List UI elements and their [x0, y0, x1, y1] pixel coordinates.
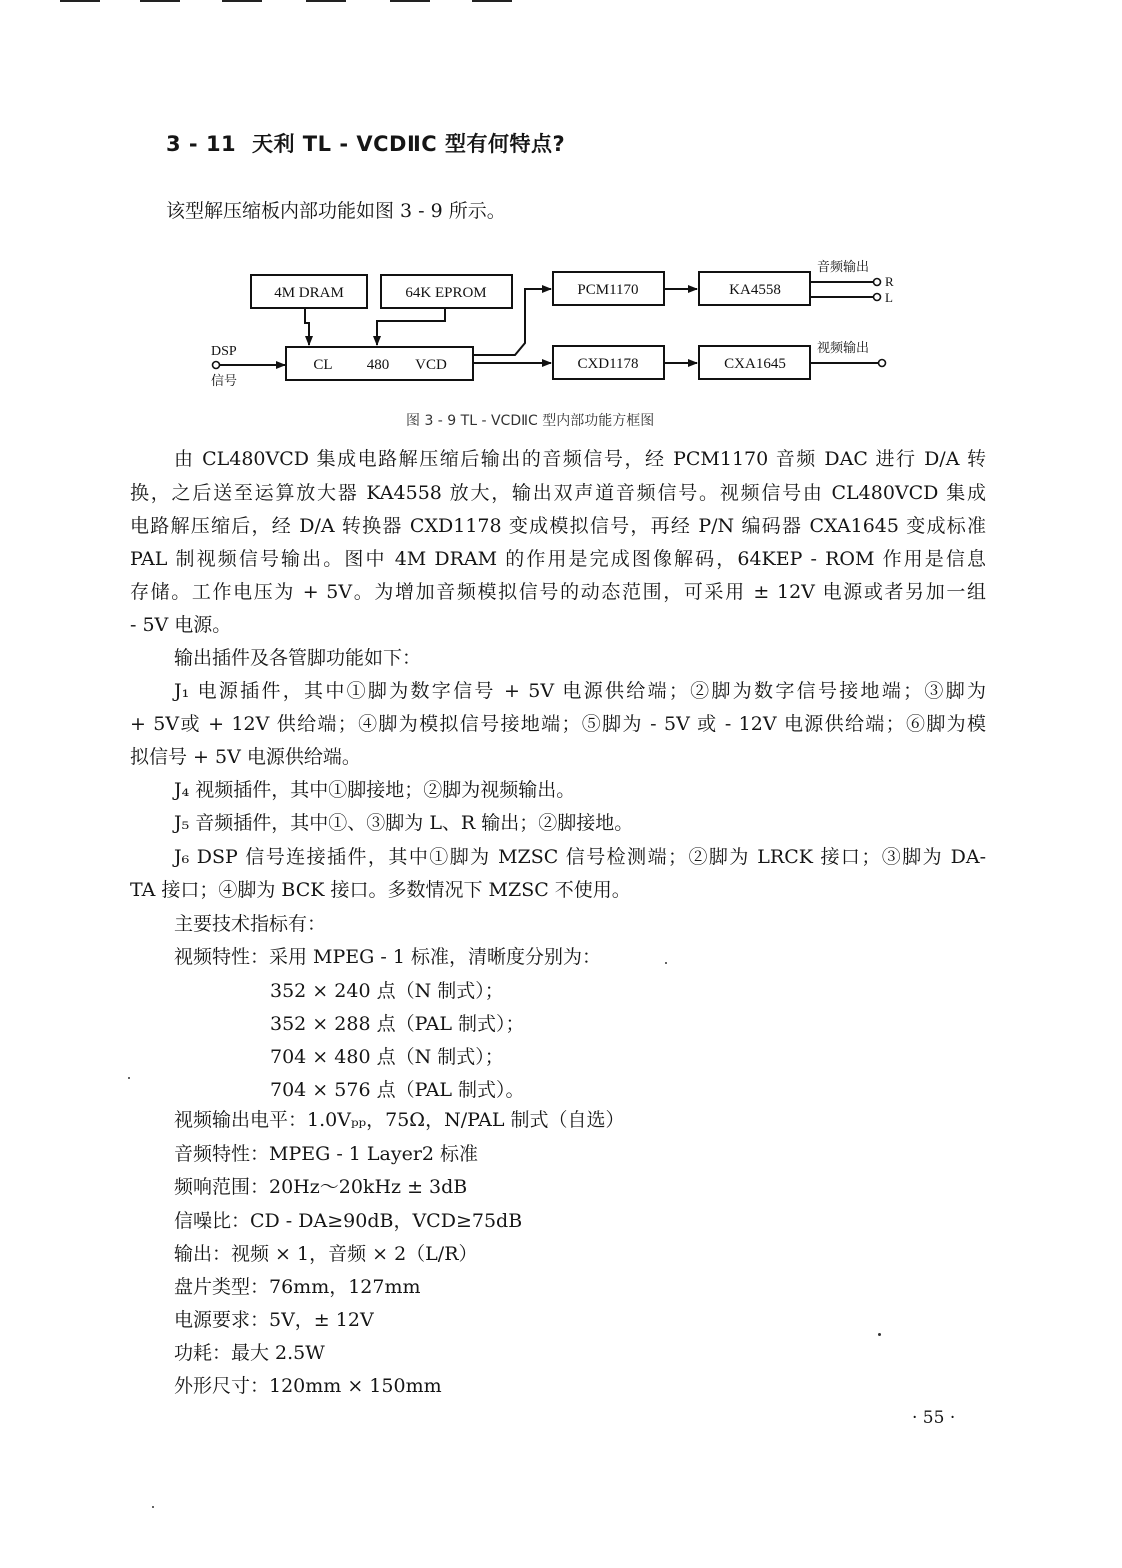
body-line: 352 × 240 点（N 制式）； — [270, 980, 504, 1002]
top-rule — [390, 0, 430, 2]
body-line: 存储。工作电压为 + 5V。为增加音频模拟信号的动态范围，可采用 ± 12V 电源或者另加一组 — [130, 581, 986, 603]
body-line: J₆ DSP 信号连接插件，其中①脚为 MZSC 信号检测端；②脚为 LRCK 接口；③脚为 DA- — [174, 846, 986, 868]
body-line: 电源要求：5V，± 12V — [174, 1309, 374, 1331]
scan-speck — [665, 962, 667, 964]
body-line: J₅ 音频插件，其中①、③脚为 L、R 输出；②脚接地。 — [174, 812, 634, 834]
body-line: 视频特性：采用 MPEG - 1 标准，清晰度分别为： — [174, 946, 601, 968]
l-terminal — [874, 294, 881, 301]
body-line: 频响范围：20Hz～20kHz ± 3dB — [174, 1176, 468, 1198]
signal-label: 信号 — [211, 373, 238, 388]
body-line: J₄ 视频插件，其中①脚接地；②脚为视频输出。 — [174, 779, 576, 801]
dsp-terminal — [213, 362, 220, 369]
top-rule — [60, 0, 100, 2]
l-label: L — [885, 290, 893, 305]
top-rule — [472, 0, 512, 2]
body-line: 主要技术指标有： — [174, 913, 327, 935]
body-line: 704 × 480 点（N 制式）； — [270, 1046, 504, 1068]
top-rule — [222, 0, 262, 2]
video-terminal — [879, 360, 886, 367]
intro-text: 该型解压缩板内部功能如图 3 - 9 所示。 — [166, 200, 506, 222]
scan-speck — [878, 1333, 881, 1336]
cxd-label: CXD1178 — [577, 356, 639, 372]
body-line: 外形尺寸：120mm × 150mm — [174, 1375, 442, 1397]
top-rule — [306, 0, 346, 2]
body-line: 盘片类型：76mm，127mm — [174, 1276, 421, 1298]
section-number: 3 - 11 — [166, 132, 237, 156]
cl-vcd-label: VCD — [415, 357, 447, 373]
body-line: 电路解压缩后，经 D/A 转换器 CXD1178 变成模拟信号，再经 P/N 编码器 CXA1645 变成标准 — [130, 515, 986, 537]
page-number: · 55 · — [912, 1408, 956, 1428]
eprom-label: 64K EPROM — [405, 285, 487, 301]
scan-speck — [128, 1077, 130, 1079]
body-line: - 5V 电源。 — [130, 614, 232, 636]
cxa-label: CXA1645 — [724, 356, 786, 372]
block-diagram — [195, 255, 915, 400]
body-line: 功耗：最大 2.5W — [174, 1342, 325, 1364]
ka-label: KA4558 — [729, 282, 781, 298]
scan-speck — [152, 1506, 154, 1508]
section-heading — [166, 128, 565, 158]
body-line: J₁ 电源插件，其中①脚为数字信号 + 5V 电源供给端；②脚为数字信号接地端；③脚为 — [174, 680, 986, 702]
body-line: 视频输出电平：1.0Vₚₚ，75Ω，N/PAL 制式（自选） — [174, 1109, 625, 1131]
body-line: TA 接口；④脚为 BCK 接口。多数情况下 MZSC 不使用。 — [130, 879, 631, 901]
pcm-label: PCM1170 — [577, 282, 639, 298]
body-line: 704 × 576 点（PAL 制式）。 — [270, 1079, 525, 1101]
audio-out-label: 音频输出 — [817, 259, 870, 274]
body-line: 音频特性：MPEG - 1 Layer2 标准 — [174, 1143, 479, 1165]
video-out-label: 视频输出 — [817, 340, 870, 355]
dsp-label: DSP — [211, 344, 237, 359]
top-rule — [140, 0, 180, 2]
r-label: R — [885, 274, 894, 289]
dram-label: 4M DRAM — [274, 285, 344, 301]
body-line: 输出插件及各管脚功能如下： — [174, 647, 422, 669]
body-line: PAL 制视频信号输出。图中 4M DRAM 的作用是完成图像解码，64KEP - ROM 作用是信息 — [130, 548, 986, 570]
body-line: 由 CL480VCD 集成电路解压缩后输出的音频信号，经 PCM1170 音频 DAC 进行 D/A 转 — [174, 448, 986, 470]
body-line: 输出：视频 × 1，音频 × 2（L/R） — [174, 1243, 478, 1265]
cl-480-label: 480 — [366, 357, 390, 373]
body-line: 拟信号 + 5V 电源供给端。 — [130, 746, 361, 768]
cl-label: CL — [313, 357, 333, 373]
body-line: 352 × 288 点（PAL 制式）； — [270, 1013, 525, 1035]
body-line: 信噪比：CD - DA≥90dB，VCD≥75dB — [174, 1210, 523, 1232]
figure-caption: 图 3 - 9 TL - VCDⅡC 型内部功能方框图 — [406, 413, 655, 429]
r-terminal — [874, 279, 881, 286]
body-line: + 5V或 + 12V 供给端；④脚为模拟信号接地端；⑤脚为 - 5V 或 - 12V 电源供给端；⑥脚为模 — [130, 713, 986, 735]
section-title: 天利 TL - VCDⅡC 型有何特点? — [252, 132, 566, 156]
body-line: 换，之后送至运算放大器 KA4558 放大，输出双声道音频信号。视频信号由 CL480VCD 集成 — [130, 482, 986, 504]
